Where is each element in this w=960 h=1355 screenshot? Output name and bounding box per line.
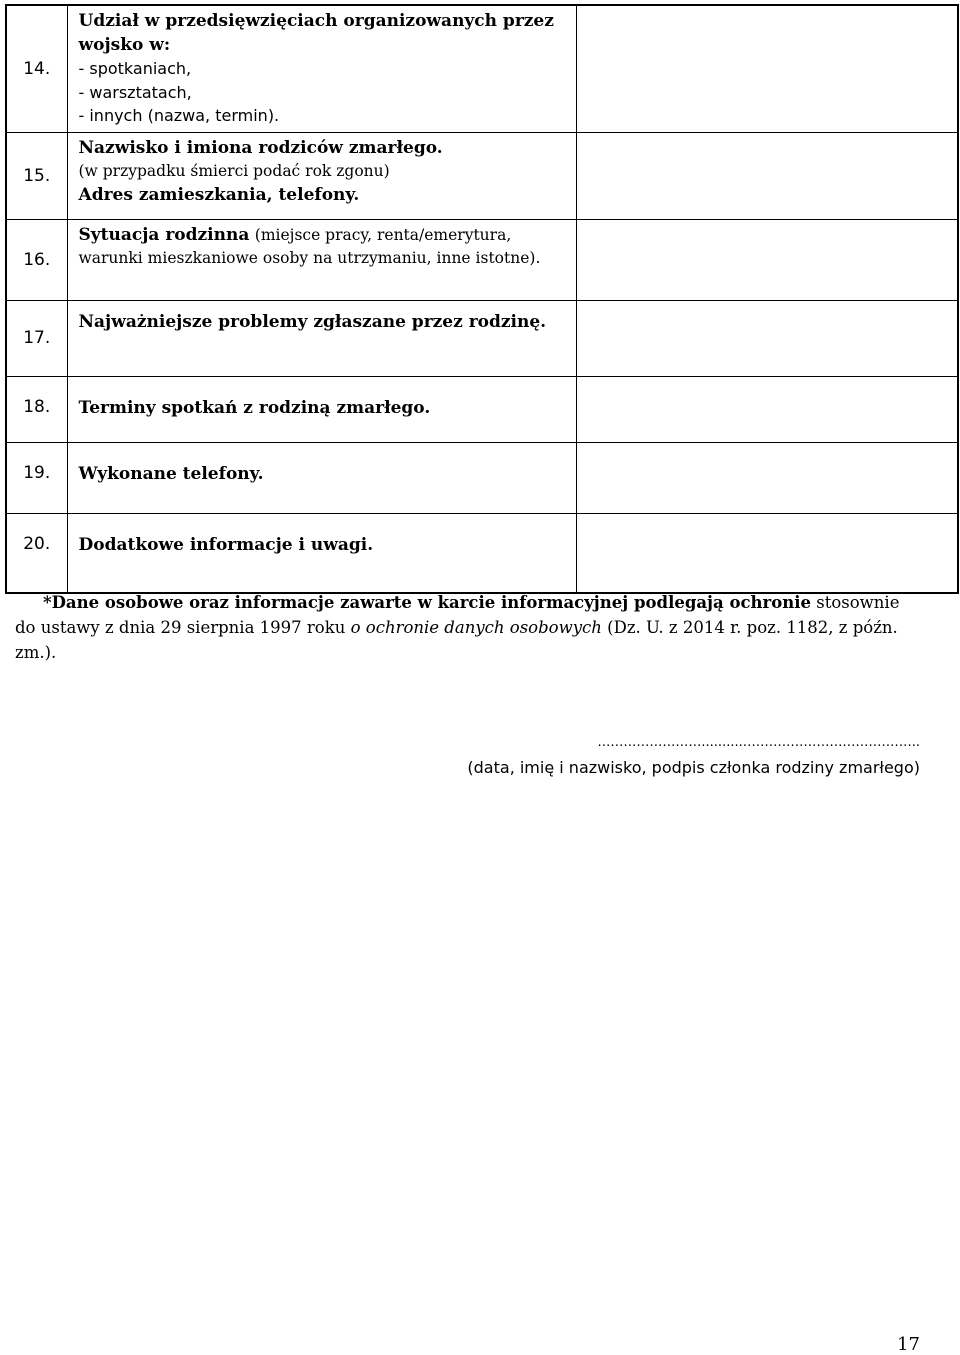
row-number: 16.	[6, 219, 67, 300]
row-number: 19.	[6, 442, 67, 513]
answer-cell[interactable]	[576, 5, 958, 132]
answer-cell[interactable]	[576, 219, 958, 300]
form-row-17	[6, 300, 958, 376]
answer-cell[interactable]	[576, 513, 958, 593]
signature-caption: (data, imię i nazwisko, podpis członka rodziny zmarłego)	[467, 758, 920, 777]
list-item: - spotkaniach,	[78, 59, 192, 78]
row-question	[67, 376, 576, 442]
row-note: (miejsce pracy, renta/emerytura, warunki mieszkaniowe osoby na utrzymaniu, inne istotne).	[78, 225, 541, 267]
form-row-15	[6, 132, 958, 219]
list-item: - warsztatach,	[78, 82, 192, 102]
form-row-18	[6, 376, 958, 442]
signature-line: ……………………..........…………………………………..	[597, 735, 920, 750]
row-question	[67, 300, 576, 376]
footnote-text: stosownie do ustawy z dnia 29 sierpnia 1997 roku	[15, 593, 900, 637]
answer-cell[interactable]	[576, 442, 958, 513]
row-question	[67, 5, 576, 132]
answer-cell[interactable]	[576, 376, 958, 442]
row-question	[67, 442, 576, 513]
row-title: Sytuacja rodzinna	[78, 224, 250, 245]
form-row-14	[6, 5, 958, 132]
list-item: - innych (nazwa, termin).	[78, 106, 280, 125]
row-title: Terminy spotkań z rodziną zmarłego.	[78, 397, 431, 418]
answer-cell[interactable]	[576, 300, 958, 376]
form-row-16	[6, 219, 958, 300]
row-question	[67, 219, 576, 300]
row-title: Dodatkowe informacje i uwagi.	[78, 534, 374, 555]
footnote-italic: o ochronie danych osobowych	[350, 618, 602, 637]
row-extra: Adres zamieszkania, telefony.	[78, 184, 360, 205]
row-number: 17.	[6, 300, 67, 376]
row-note: (w przypadku śmierci podać rok zgonu)	[78, 162, 390, 180]
row-title: Udział w przedsięwzięciach organizowanych przez wojsko w:	[78, 11, 554, 55]
form-row-20	[6, 513, 958, 593]
form-row-19	[6, 442, 958, 513]
info-form-table	[5, 4, 959, 594]
page-number: 17	[897, 1334, 920, 1355]
row-number: 15.	[6, 132, 67, 219]
row-number: 18.	[6, 376, 67, 442]
row-question	[67, 132, 576, 219]
footnote-bold: *Dane osobowe oraz informacje zawarte w karcie informacyjnej podlegają ochronie	[43, 593, 811, 612]
row-number: 20.	[6, 513, 67, 593]
row-title: Nazwisko i imiona rodziców zmarłego.	[78, 137, 443, 158]
row-number: 14.	[6, 5, 67, 132]
row-question	[67, 513, 576, 593]
row-title: Wykonane telefony.	[78, 463, 264, 484]
data-protection-footnote	[15, 590, 925, 665]
answer-cell[interactable]	[576, 132, 958, 219]
footnote-text-end: (Dz. U. z 2014 r. poz. 1182, z późn. zm.).	[15, 618, 898, 662]
row-title: Najważniejsze problemy zgłaszane przez rodzinę.	[78, 311, 547, 332]
